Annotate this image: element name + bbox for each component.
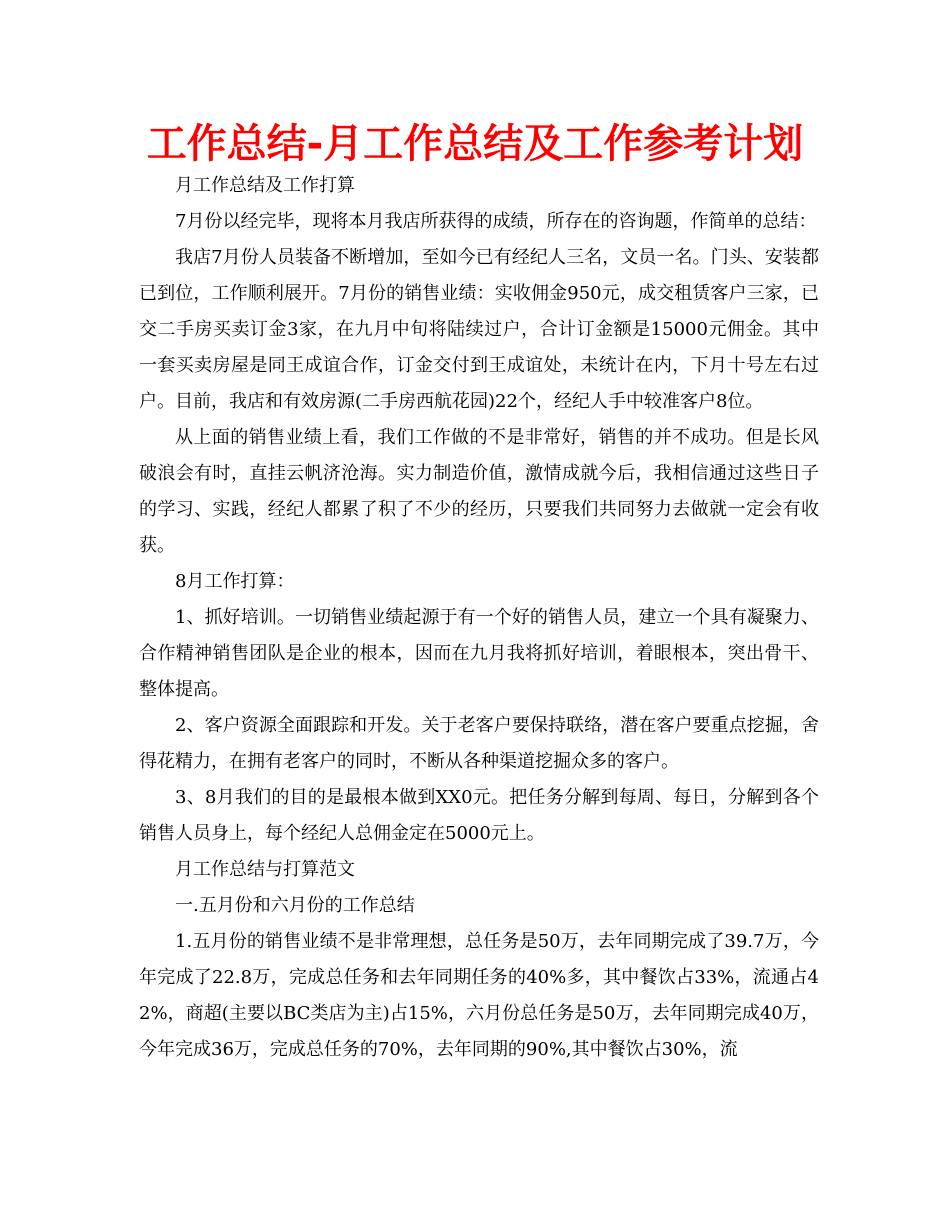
paragraph-11: 1.五月份的销售业绩不是非常理想，总任务是50万，去年同期完成了39.7万，今年完成了22.8万，完成总任务和去年同期任务的40%多，其中餐饮占33%，流通占42%，商超(主要以BC类店为主)占15%，六月份总任务是50万，去年同期完成40万，今年完成36万，完成总任务的70%，去年同期的90%,其中餐饮占30%，流 <box>139 931 819 1060</box>
paragraph-9: 月工作总结与打算范文 <box>175 859 355 880</box>
paragraph-6: 1、抓好培训。一切销售业绩起源于有一个好的销售人员，建立一个具有凝聚力、合作精神销售团队是企业的根本，因而在九月我将抓好培训，着眼根本，突出骨干、整体提高。 <box>139 607 819 700</box>
document-title: 工作总结-月工作总结及工作参考计划 <box>146 121 804 167</box>
document-body <box>139 168 819 1068</box>
paragraph-8: 3、8月我们的目的是最根本做到XX0元。把任务分解到每周、每日，分解到各个销售人员身上，每个经纪人总佣金定在5000元上。 <box>139 787 819 844</box>
paragraph-3: 我店7月份人员装备不断增加，至如今已有经纪人三名，文员一名。门头、安装都已到位，工作顺利展开。7月份的销售业绩：实收佣金950元，成交租赁客户三家，已交二手房买卖订金3家，在九月中旬将陆续过户，合计订金额是15000元佣金。其中一套买卖房屋是同王成谊合作，订金交付到王成谊处，未统计在内，下月十号左右过户。目前，我店和有效房源(二手房西航花园)22个，经纪人手中较准客户8位。 <box>139 247 819 412</box>
paragraph-1: 月工作总结及工作打算 <box>175 175 355 196</box>
paragraph-10: 一.五月份和六月份的工作总结 <box>175 895 415 916</box>
paragraph-5: 8月工作打算： <box>175 571 295 592</box>
paragraph-4: 从上面的销售业绩上看，我们工作做的不是非常好，销售的并不成功。但是长风破浪会有时，直挂云帆济沧海。实力制造价值，激情成就今后，我相信通过这些日子的学习、实践，经纪人都累了积了不少的经历，只要我们共同努力去做就一定会有收获。 <box>139 427 819 556</box>
paragraph-2: 7月份以经完毕，现将本月我店所获得的成绩，所存在的咨询题，作简单的总结： <box>175 211 817 232</box>
paragraph-7: 2、客户资源全面跟踪和开发。关于老客户要保持联络，潜在客户要重点挖掘，舍得花精力，在拥有老客户的同时，不断从各种渠道挖掘众多的客户。 <box>139 715 819 772</box>
